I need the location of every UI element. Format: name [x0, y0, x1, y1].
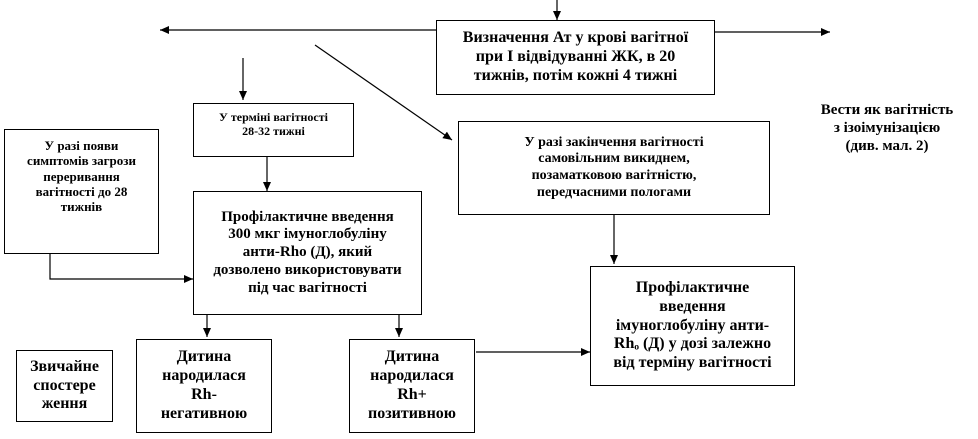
threat-interruption-box [4, 129, 159, 254]
prophylaxis-dose-box [590, 266, 795, 386]
child-rh-negative-box [136, 339, 272, 433]
isoimmunization-box [808, 95, 966, 163]
child-rh-positive-box [349, 339, 475, 433]
term-28-32-text: У терміні вагітності 28-32 тижні [219, 110, 328, 139]
at-determination-box [436, 20, 715, 95]
pregnancy-termination-box [458, 121, 770, 215]
child-rh-negative-text: Дитина народилася Rh- негативною [160, 348, 248, 422]
term-28-32-box [193, 103, 354, 157]
prophylaxis-300-text: Профілактичне введення 300 мкг імуноглобуліну анти-Rho (Д), який дозволено використовувати під час вагітності [213, 208, 402, 296]
prophylaxis-dose-text: Профілактичне введення імуноглобуліну анти- Rhₒ (Д) у дозі залежно від терміну вагітності [613, 278, 772, 372]
usual-observation-box [16, 350, 113, 422]
isoimmunization-text: Вести як вагітність з ізоімунізацією (див. мал. 2) [820, 102, 954, 154]
prophylaxis-300-box [193, 191, 422, 315]
usual-observation-text: Звичайне спостере ження [30, 357, 99, 413]
at-determination-text: Визначення Ат у крові вагітної при І відвідуванні ЖК, в 20 тижнів, потім кожні 4 тижні [462, 29, 689, 84]
child-rh-positive-text: Дитина народилася Rh+ позитивною [367, 348, 457, 422]
threat-interruption-text: У разі появи симптомів загрози переривання вагітності до 28 тижнів [27, 138, 136, 215]
pregnancy-termination-text: У разі закінчення вагітності самовільним викиднем, позаматковою вагітністю, передчасними пологами [524, 134, 704, 200]
arrow-threat-to-prophylaxis [50, 254, 193, 279]
